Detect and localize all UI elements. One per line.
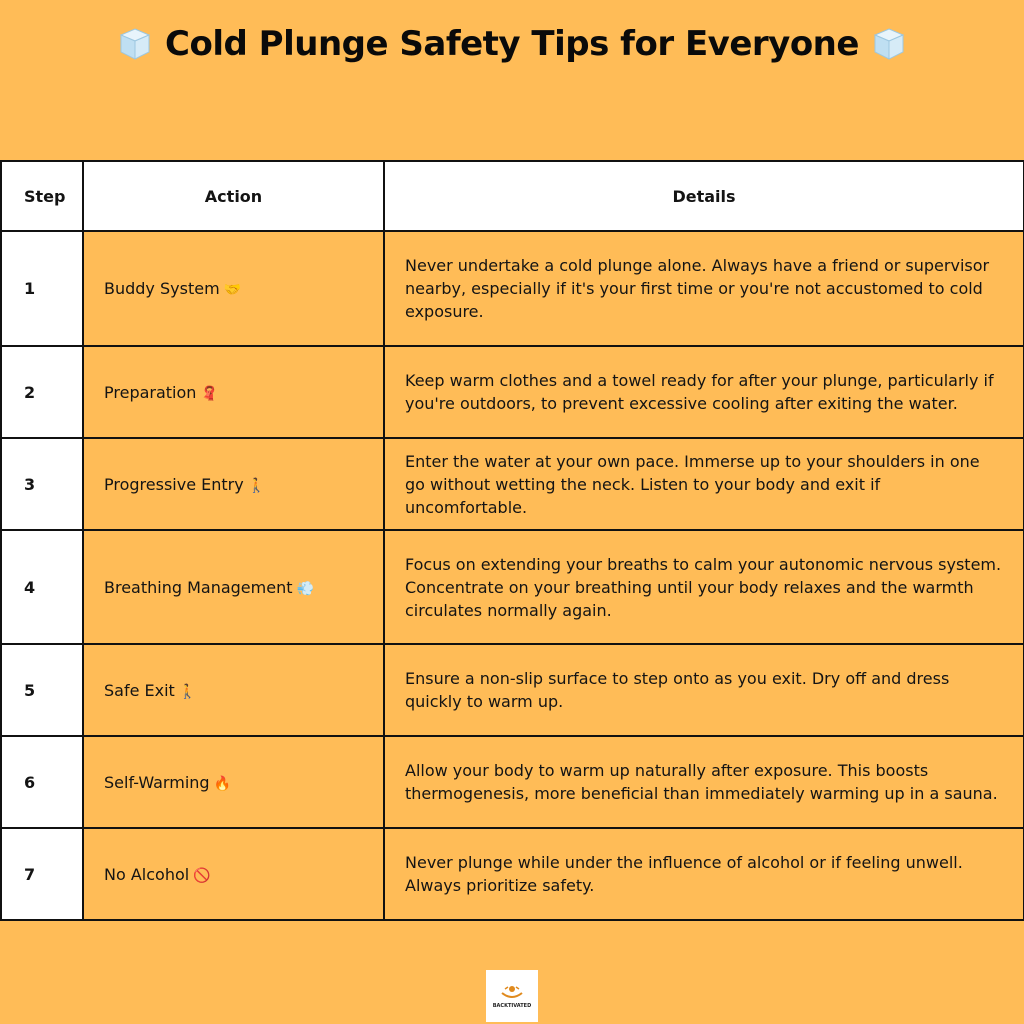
header-step: Step — [1, 161, 83, 231]
walking-person-icon: 🚶 — [178, 683, 197, 700]
ice-cube-icon — [871, 26, 907, 62]
table-row — [1, 438, 1024, 530]
table-row — [1, 530, 1024, 644]
action-cell — [83, 736, 384, 828]
table-row — [1, 736, 1024, 828]
action-cell — [83, 231, 384, 346]
action-label: Progressive Entry — [104, 474, 244, 494]
action-cell — [83, 828, 384, 920]
action-cell — [83, 438, 384, 530]
header-action: Action — [83, 161, 384, 231]
table-row — [1, 644, 1024, 736]
action-label: No Alcohol — [104, 864, 190, 884]
details-cell: Focus on extending your breaths to calm your autonomic nervous system. Concentrate on your breathing until your body relaxes and the warmth circulates normally again. — [384, 530, 1024, 644]
prohibited-icon: 🚫 — [193, 867, 211, 884]
safety-tips-table — [0, 160, 1024, 921]
header-details: Details — [384, 161, 1024, 231]
logo-icon — [499, 983, 525, 1001]
step-number: 7 — [1, 828, 83, 920]
ice-cube-icon — [117, 26, 153, 62]
page-title — [0, 24, 1024, 64]
step-number: 5 — [1, 644, 83, 736]
action-label: Breathing Management — [104, 577, 293, 597]
details-cell: Ensure a non-slip surface to step onto as you exit. Dry off and dress quickly to warm up. — [384, 644, 1024, 736]
wind-icon: 💨 — [296, 580, 314, 597]
table-row — [1, 346, 1024, 438]
details-cell: Enter the water at your own pace. Immerse up to your shoulders in one go without wetting the neck. Listen to your body and exit if uncomfortable. — [384, 438, 1024, 530]
step-number: 2 — [1, 346, 83, 438]
details-cell: Never undertake a cold plunge alone. Always have a friend or supervisor nearby, especially if it's your first time or you're not accustomed to cold exposure. — [384, 231, 1024, 346]
action-label: Safe Exit — [104, 680, 175, 700]
fire-icon: 🔥 — [213, 775, 231, 792]
action-label: Preparation — [104, 382, 197, 402]
table-header-row — [1, 161, 1024, 231]
step-number: 4 — [1, 530, 83, 644]
table-row — [1, 231, 1024, 346]
step-number: 3 — [1, 438, 83, 530]
logo-text: BACKTIVATED — [492, 1003, 532, 1009]
action-cell — [83, 346, 384, 438]
action-label: Buddy System — [104, 279, 220, 298]
table-row — [1, 828, 1024, 920]
details-cell: Never plunge while under the influence of alcohol or if feeling unwell. Always prioritize safety. — [384, 828, 1024, 920]
title-text: Cold Plunge Safety Tips for Everyone — [165, 24, 859, 64]
details-cell: Allow your body to warm up naturally after exposure. This boosts thermogenesis, more beneficial than immediately warming up in a sauna. — [384, 736, 1024, 828]
step-number: 1 — [1, 231, 83, 346]
brand-logo — [486, 970, 538, 1022]
walking-person-icon: 🚶 — [247, 477, 266, 494]
action-label: Self-Warming — [104, 772, 210, 792]
details-cell: Keep warm clothes and a towel ready for after your plunge, particularly if you're outdoors, to prevent excessive cooling after exiting the water. — [384, 346, 1024, 438]
action-cell — [83, 530, 384, 644]
action-cell — [83, 644, 384, 736]
scarf-icon: 🧣 — [200, 385, 218, 402]
handshake-icon: 🤝 — [223, 282, 242, 298]
step-number: 6 — [1, 736, 83, 828]
